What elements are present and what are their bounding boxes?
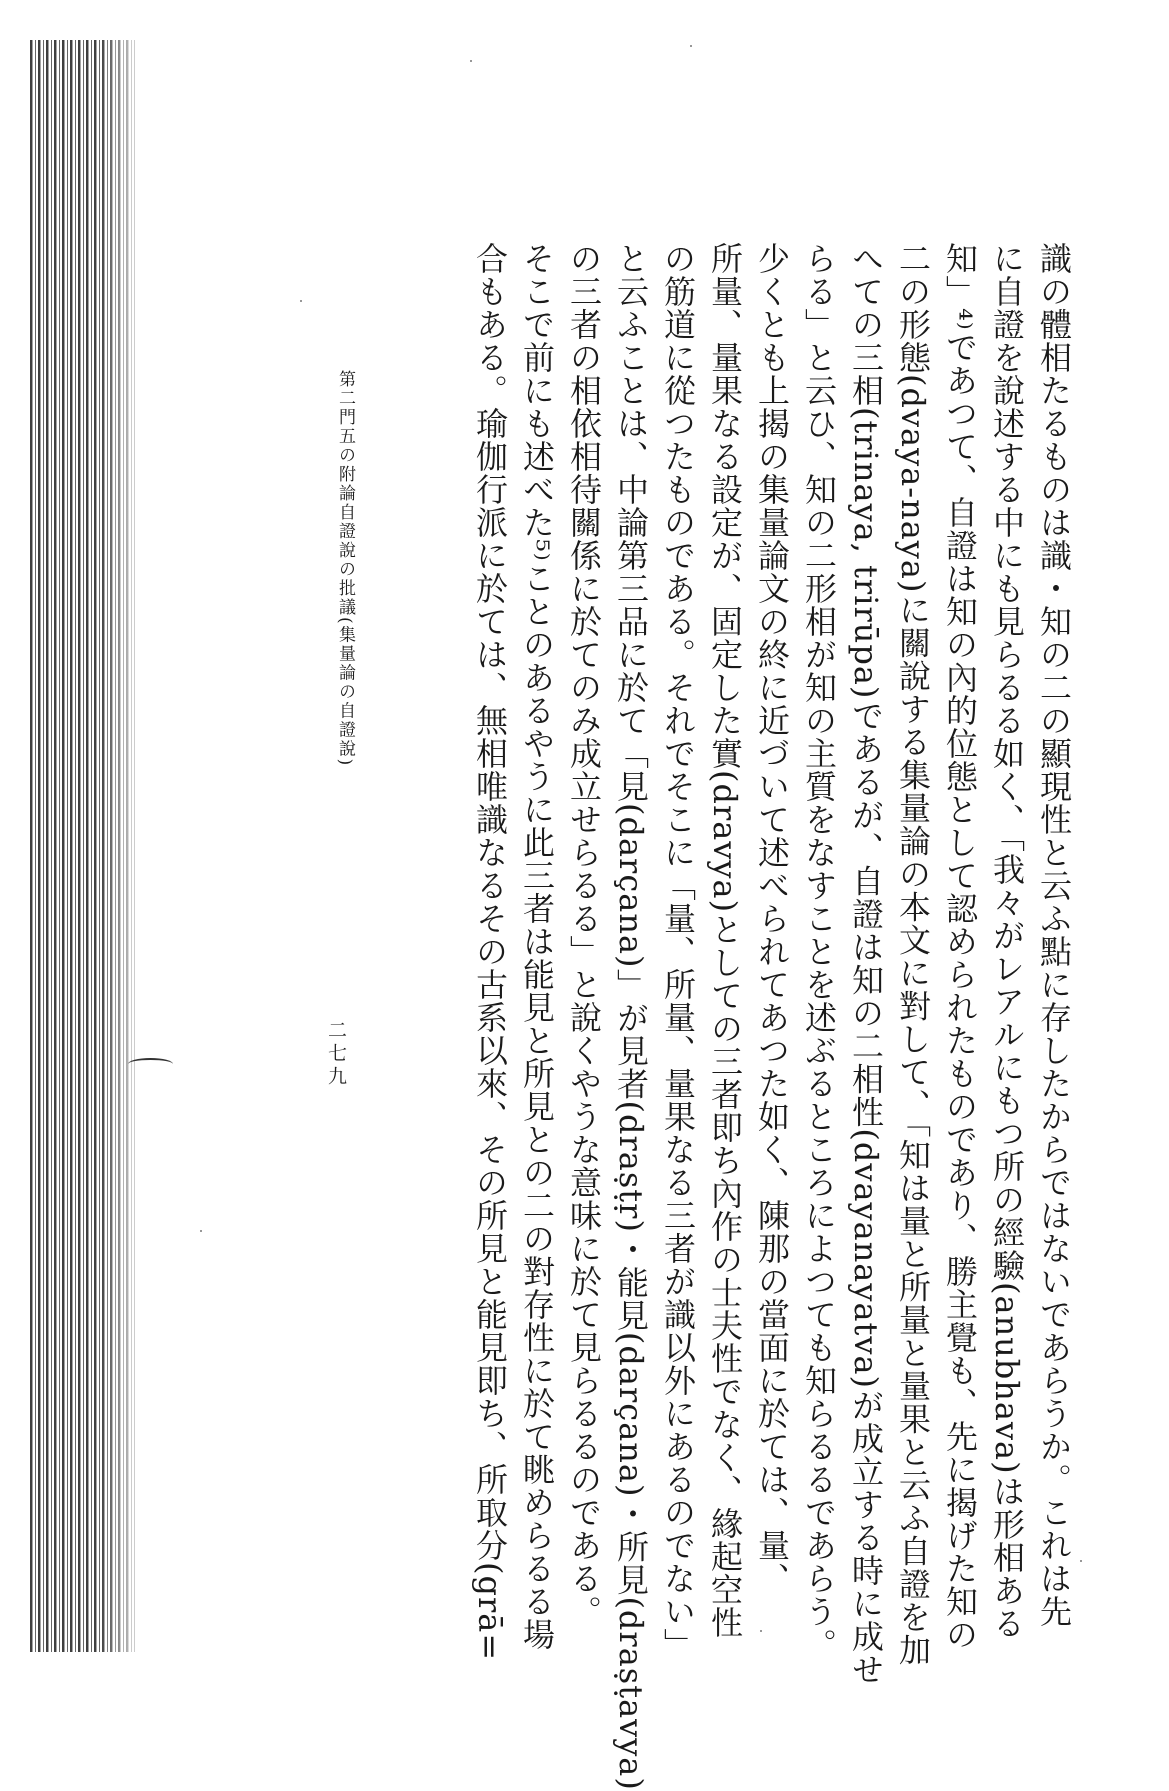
dust-speck [1080,1560,1082,1562]
header-chapter: 五の附論 [335,427,355,503]
text-line: と云ふことは、中論第三品に於て「見(darçana)」が見者(draṣṭṛ)・能見(darçana)・所見(draṣṭavya) [612,242,650,1791]
text-line: に自證を說述する中にも見らるる如く、「我々がレアルにもつ所の經驗(anubhava)は形相ある [988,242,1026,1640]
text-line: らる」と云ひ、知の二形相が知の主質をなすことを述ぶるところによつても知らるるであらう。 [800,242,838,1661]
binding-shadow [100,40,140,1652]
body-text [342,242,1077,1791]
header-section: 第二門 [335,370,355,427]
text-line: へての三相(trinaya, trirūpa)であるが、自證は知の二相性(dvayanayatva)が成立する時に成せ [847,242,885,1687]
dust-speck [470,60,472,62]
text-line: 少くとも上揭の集量論文の終に近づいて述べられてあつた如く、陳那の當面に於ては、量、 [753,242,791,1595]
running-header [280,370,360,840]
text-line: 知」⁴⁾であつて、自證は知の內的位態として認められたものであり、勝主覺も、先に揭げた知の [941,242,979,1651]
text-line: 合もある。瑜伽行派に於ては、無相唯識なるその古系以來、その所見と能見即ち、所取分(grā= [471,242,509,1662]
text-line: 所量、量果なる設定が、固定した實(dravya)としての三者即ち內作の士夫性でなく、緣起空性 [706,242,744,1640]
pen-mark [128,1058,173,1070]
text-line: の筋道に從つたものである。それでそこに「量、所量、量果なる三者が識以外にあるのでない」 [659,242,697,1661]
text-line: 識の體相たるものは識・知の二の顯現性と云ふ點に存したからではないであらうか。これは先 [1035,242,1073,1628]
dust-speck [690,45,692,47]
dust-speck [300,300,302,302]
text-line: 二の形態(dvaya-naya)に關說する集量論の本文に對して、「知は量と所量と量果と云ふ自證を加 [894,242,932,1667]
page-number: 二七九 [325,1020,347,1089]
text-line: の三者の相依相待關係に於てのみ成立せらるる」と說くやうな意味に於て見らるるのである。 [565,242,603,1628]
text-line: そこで前にも述べた⁵⁾ことのあるやうに此三者は能見と所見との二の對存性に於て眺めらるる場 [518,242,556,1651]
header-title: 自證說の批議(集量論の自證說) [335,503,355,768]
dust-speck [760,1630,762,1632]
dust-speck [200,1230,202,1232]
